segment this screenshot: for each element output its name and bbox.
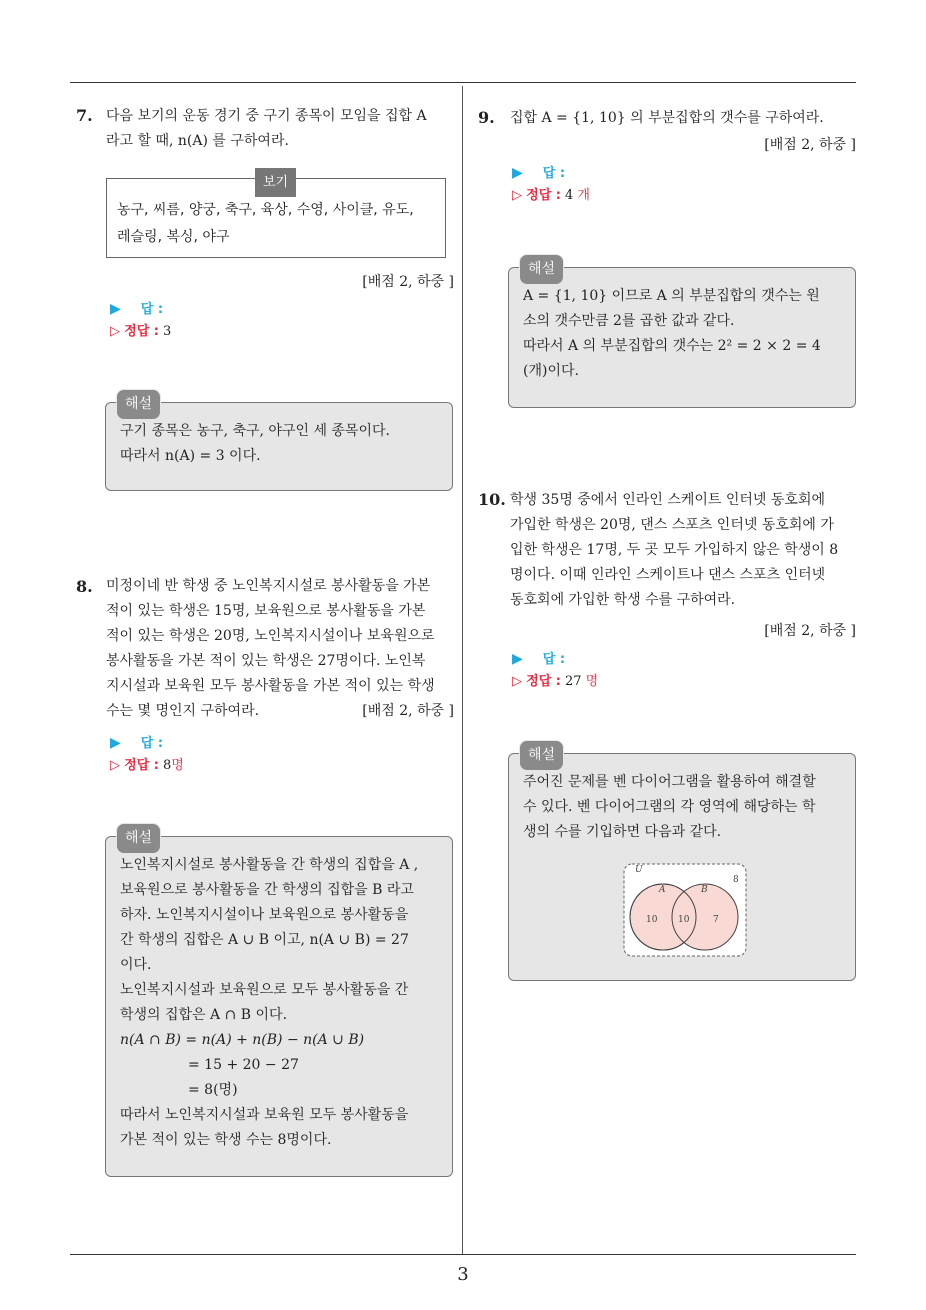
problem-9-solution: [508, 261, 856, 408]
problem-9-score: [배점 2, 하중 ]: [764, 137, 856, 153]
correct-answer-unit: 개: [577, 188, 590, 203]
answer-label: 답 :: [542, 652, 566, 667]
solution-line: 보육원으로 봉사활동을 간 학생의 집합을 B 라고: [120, 882, 414, 898]
hollow-triangle-icon: ▷: [512, 188, 522, 203]
only-b-value: 7: [713, 915, 719, 925]
problem-10-score: [배점 2, 하중 ]: [764, 623, 856, 639]
answer-label: 답 :: [140, 736, 164, 751]
correct-answer-value: 27: [564, 674, 582, 689]
solution-line: 생의 수를 기입하면 다음과 같다.: [523, 824, 722, 840]
solution-label: 해설: [116, 389, 161, 420]
correct-answer-unit: 명: [171, 758, 184, 773]
problem-7-text: [106, 104, 456, 154]
page-number: 3: [457, 1264, 469, 1285]
play-icon: ▶: [512, 651, 523, 667]
equation-line: = 8(명): [188, 1082, 238, 1098]
set-a-label: A: [659, 885, 666, 895]
problem-10-line: 동호회에 가입한 학생 수를 구하여라.: [510, 592, 736, 608]
solution-line: 학생의 집합은 A ∩ B 이다.: [120, 1007, 288, 1023]
problem-8-line: 미정이네 반 학생 중 노인복지시설로 봉사활동을 가본: [106, 578, 431, 594]
equation-line: = 15 + 20 − 27: [188, 1057, 299, 1073]
problem-9-number: 9.: [478, 108, 495, 127]
bogi-label: 보기: [255, 168, 296, 197]
problem-7-answer-field: [110, 298, 171, 343]
problem-9-text: [510, 106, 858, 131]
problem-8-answer-field: [110, 732, 184, 777]
solution-line: 따라서 A 의 부분집합의 갯수는 2² = 2 × 2 = 4: [523, 338, 821, 354]
solution-line: 이다.: [120, 957, 152, 973]
correct-answer-value: 3: [162, 324, 172, 339]
play-icon: ▶: [110, 301, 121, 317]
hollow-triangle-icon: ▷: [110, 324, 120, 339]
problem-8-line: 적이 있는 학생은 15명, 보육원으로 봉사활동을 가본: [106, 603, 426, 619]
problem-10-text: [510, 488, 858, 613]
correct-answer-value: 4: [564, 188, 574, 203]
solution-line: 구기 종목은 농구, 축구, 야구인 세 종목이다.: [120, 423, 390, 439]
solution-line: (개)이다.: [523, 363, 579, 379]
bottom-rule: [70, 1254, 856, 1255]
problem-8-line: 봉사활동을 가본 적이 있는 학생은 27명이다. 노인복: [106, 653, 426, 669]
top-rule: [70, 82, 856, 83]
correct-answer-label: 정답 :: [124, 324, 159, 339]
problem-10-line: 명이다. 이때 인라인 스케이트나 댄스 스포츠 인터넷: [510, 567, 826, 583]
problem-10-line: 입한 학생은 17명, 두 곳 모두 가입하지 않은 학생이 8: [510, 542, 839, 558]
solution-line: 가본 적이 있는 학생 수는 8명이다.: [120, 1132, 332, 1148]
play-icon: ▶: [110, 735, 121, 751]
problem-7-solution: [105, 396, 453, 491]
correct-answer-label: 정답 :: [526, 674, 561, 689]
only-a-value: 10: [646, 915, 658, 925]
problem-8-line: 적이 있는 학생은 20명, 노인복지시설이나 보육원으로: [106, 628, 435, 644]
problem-9-answer-field: [512, 162, 590, 207]
solution-line: 따라서 n(A) = 3 이다.: [120, 448, 261, 464]
venn-diagram: [621, 860, 751, 960]
hollow-triangle-icon: ▷: [110, 758, 120, 773]
correct-answer-label: 정답 :: [124, 758, 159, 773]
solution-label: 해설: [116, 823, 161, 854]
solution-line: 간 학생의 집합은 A ∪ B 이고, n(A ∪ B) = 27: [120, 932, 409, 948]
equation-line: n(A ∩ B) = n(A) + n(B) − n(A ∪ B): [120, 1032, 365, 1048]
solution-line: 수 있다. 벤 다이어그램의 각 영역에 해당하는 학: [523, 799, 816, 815]
both-value: 10: [678, 915, 690, 925]
hollow-triangle-icon: ▷: [512, 674, 522, 689]
universe-label: U: [635, 865, 643, 875]
correct-answer-unit: 명: [585, 674, 599, 689]
solution-line: 소의 갯수만큼 2를 곱한 값과 같다.: [523, 313, 735, 329]
solution-line: 주어진 문제를 벤 다이어그램을 활용하여 해결할: [523, 774, 816, 790]
solution-label: 해설: [519, 740, 564, 771]
problem-10-answer-field: [512, 648, 598, 693]
correct-answer-label: 정답 :: [526, 188, 561, 203]
outside-value: 8: [733, 875, 739, 885]
bogi-line: 레슬링, 복싱, 야구: [117, 229, 230, 245]
problem-9-line: 집합 A = {1, 10} 의 부분집합의 갯수를 구하여라.: [510, 110, 824, 126]
solution-line: 따라서 노인복지시설과 보육원 모두 봉사활동을: [120, 1107, 409, 1123]
problem-10-solution: [508, 747, 856, 981]
problem-8-solution: [105, 830, 453, 1177]
problem-8-line: 수는 몇 명인지 구하여라.: [106, 703, 260, 719]
solution-label: 해설: [519, 254, 564, 285]
set-b-label: B: [701, 885, 708, 895]
problem-8-line: 지시설과 보육원 모두 봉사활동을 가본 적이 있는 학생: [106, 678, 435, 694]
answer-label: 답 :: [140, 302, 164, 317]
play-icon: ▶: [512, 165, 523, 181]
solution-line: A = {1, 10} 이므로 A 의 부분집합의 갯수는 원: [523, 288, 820, 304]
problem-8-number: 8.: [76, 577, 93, 596]
solution-line: 하자. 노인복지시설이나 보육원으로 봉사활동을: [120, 907, 409, 923]
column-divider: [462, 86, 463, 1254]
problem-10-line: 가입한 학생은 20명, 댄스 스포츠 인터넷 동호회에 가: [510, 517, 834, 533]
solution-line: 노인복지시설과 보육원으로 모두 봉사활동을 간: [120, 982, 409, 998]
problem-7-number: 7.: [76, 106, 93, 125]
problem-8-score: [배점 2, 하중 ]: [362, 703, 454, 719]
problem-7-score: [배점 2, 하중 ]: [362, 274, 454, 290]
problem-10-number: 10.: [478, 490, 506, 509]
problem-7-line: 다음 보기의 운동 경기 중 구기 종목이 모임을 집합 A: [106, 108, 427, 124]
answer-label: 답 :: [542, 166, 566, 181]
problem-10-line: 학생 35명 중에서 인라인 스케이트 인터넷 동호회에: [510, 492, 825, 508]
solution-line: 노인복지시설로 봉사활동을 간 학생의 집합을 A ,: [120, 857, 419, 873]
bogi-line: 농구, 씨름, 양궁, 축구, 육상, 수영, 사이클, 유도,: [117, 202, 414, 218]
problem-7-line: 라고 할 때, n(A) 를 구하여라.: [106, 133, 289, 149]
bogi-box: [106, 175, 446, 258]
correct-answer-value: 8: [162, 758, 172, 773]
